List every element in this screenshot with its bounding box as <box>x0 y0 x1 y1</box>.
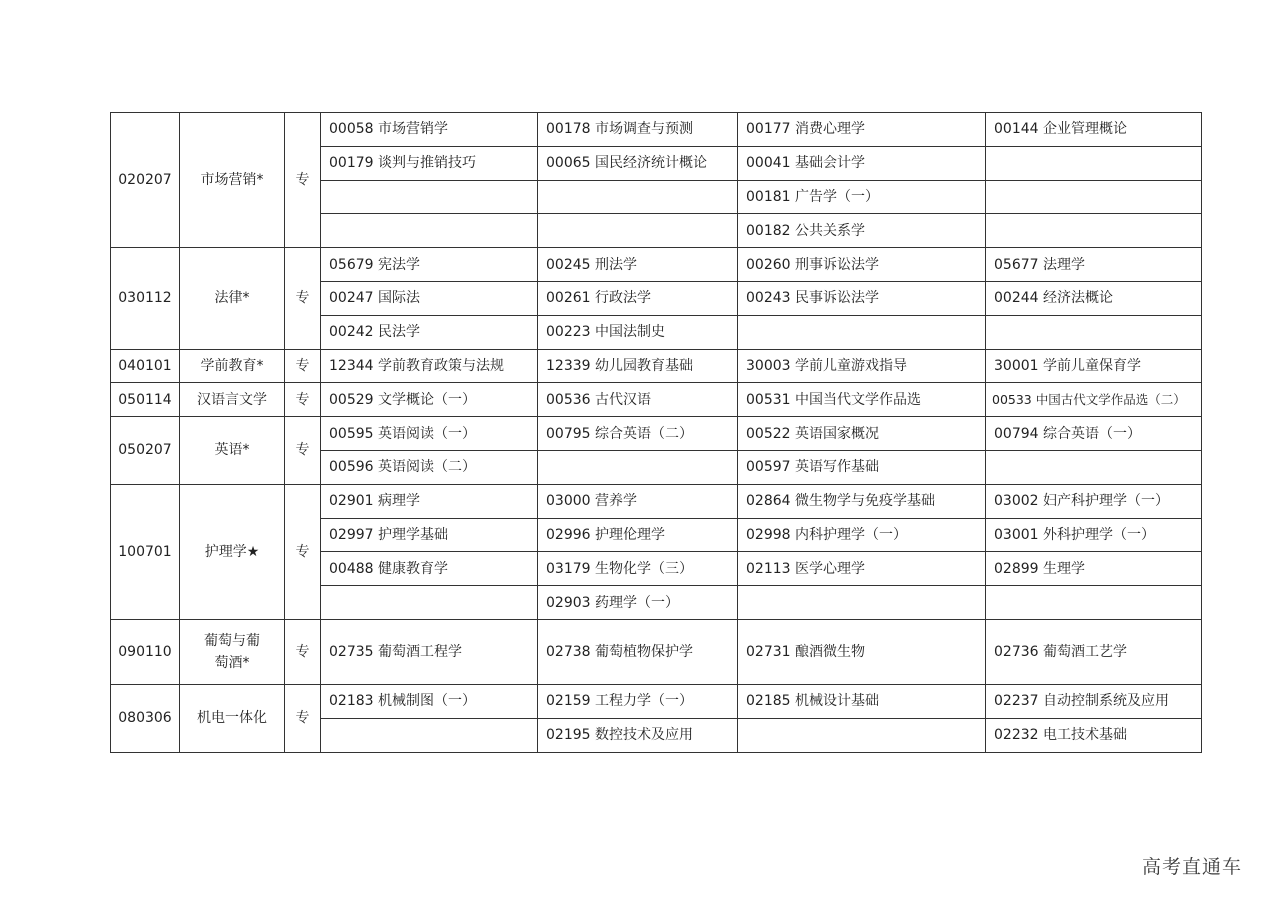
course-cell: 00533 中国古代文学作品选（二） <box>986 383 1202 417</box>
course-cell <box>986 214 1202 248</box>
course-cell <box>738 718 986 752</box>
course-cell <box>321 586 538 620</box>
course-cell: 00243 民事诉讼法学 <box>738 281 986 315</box>
level-cell: 专 <box>285 484 321 619</box>
course-cell <box>986 586 1202 620</box>
major-name: 法律* <box>180 248 285 349</box>
table-row <box>111 383 1202 417</box>
course-cell <box>986 180 1202 214</box>
course-cell <box>321 180 538 214</box>
course-cell: 02864 微生物学与免疫学基础 <box>738 484 986 518</box>
course-cell <box>738 315 986 349</box>
course-cell: 02232 电工技术基础 <box>986 718 1202 752</box>
course-cell: 02736 葡萄酒工艺学 <box>986 619 1202 684</box>
course-cell: 00242 民法学 <box>321 315 538 349</box>
course-cell: 00488 健康教育学 <box>321 552 538 586</box>
course-cell: 00536 古代汉语 <box>538 383 738 417</box>
course-cell: 12344 学前教育政策与法规 <box>321 349 538 383</box>
watermark-text: 高考直通车 <box>1142 856 1243 878</box>
course-cell <box>986 315 1202 349</box>
course-cell: 03001 外科护理学（一） <box>986 518 1202 552</box>
course-cell: 05679 宪法学 <box>321 248 538 282</box>
major-name: 护理学★ <box>180 484 285 619</box>
course-cell <box>738 586 986 620</box>
major-code: 050114 <box>111 383 180 417</box>
course-cell: 02998 内科护理学（一） <box>738 518 986 552</box>
course-cell: 03179 生物化学（三） <box>538 552 738 586</box>
table-row <box>111 349 1202 383</box>
course-cell: 02185 机械设计基础 <box>738 684 986 718</box>
course-cell: 30003 学前儿童游戏指导 <box>738 349 986 383</box>
course-cell: 00531 中国当代文学作品选 <box>738 383 986 417</box>
level-cell: 专 <box>285 684 321 752</box>
course-cell: 02997 护理学基础 <box>321 518 538 552</box>
course-cell: 00595 英语阅读（一） <box>321 417 538 451</box>
course-cell: 12339 幼儿园教育基础 <box>538 349 738 383</box>
course-cell: 30001 学前儿童保育学 <box>986 349 1202 383</box>
table-row <box>111 484 1202 518</box>
course-cell: 00596 英语阅读（二） <box>321 450 538 484</box>
level-cell: 专 <box>285 619 321 684</box>
course-cell: 00261 行政法学 <box>538 281 738 315</box>
course-cell: 00529 文学概论（一） <box>321 383 538 417</box>
course-table <box>110 112 1202 753</box>
course-cell: 00245 刑法学 <box>538 248 738 282</box>
level-cell: 专 <box>285 417 321 485</box>
course-cell <box>321 718 538 752</box>
table-row <box>111 113 1202 147</box>
level-cell: 专 <box>285 383 321 417</box>
major-name: 英语* <box>180 417 285 485</box>
course-cell <box>321 214 538 248</box>
level-cell: 专 <box>285 349 321 383</box>
course-cell: 00144 企业管理概论 <box>986 113 1202 147</box>
course-cell: 00178 市场调查与预测 <box>538 113 738 147</box>
course-cell: 00182 公共关系学 <box>738 214 986 248</box>
course-cell: 02996 护理伦理学 <box>538 518 738 552</box>
major-code: 020207 <box>111 113 180 248</box>
course-cell <box>538 214 738 248</box>
course-cell: 02738 葡萄植物保护学 <box>538 619 738 684</box>
level-cell: 专 <box>285 113 321 248</box>
course-cell <box>538 180 738 214</box>
course-cell: 00260 刑事诉讼法学 <box>738 248 986 282</box>
course-cell: 00223 中国法制史 <box>538 315 738 349</box>
course-cell: 00065 国民经济统计概论 <box>538 146 738 180</box>
course-cell <box>986 450 1202 484</box>
course-cell: 00177 消费心理学 <box>738 113 986 147</box>
course-cell: 00247 国际法 <box>321 281 538 315</box>
course-cell: 05677 法理学 <box>986 248 1202 282</box>
course-cell: 00597 英语写作基础 <box>738 450 986 484</box>
table-row <box>111 684 1202 718</box>
major-code: 050207 <box>111 417 180 485</box>
course-cell: 00794 综合英语（一） <box>986 417 1202 451</box>
course-cell: 00179 谈判与推销技巧 <box>321 146 538 180</box>
course-cell: 00795 综合英语（二） <box>538 417 738 451</box>
course-cell: 03002 妇产科护理学（一） <box>986 484 1202 518</box>
course-cell <box>986 146 1202 180</box>
course-cell: 02183 机械制图（一） <box>321 684 538 718</box>
course-cell: 02731 酿酒微生物 <box>738 619 986 684</box>
course-cell: 00522 英语国家概况 <box>738 417 986 451</box>
level-cell: 专 <box>285 248 321 349</box>
course-cell: 02735 葡萄酒工程学 <box>321 619 538 684</box>
table-row <box>111 619 1202 684</box>
major-code: 100701 <box>111 484 180 619</box>
major-name: 机电一体化 <box>180 684 285 752</box>
course-cell: 00041 基础会计学 <box>738 146 986 180</box>
major-name: 学前教育* <box>180 349 285 383</box>
table-row <box>111 417 1202 451</box>
table-row <box>111 248 1202 282</box>
course-cell: 02899 生理学 <box>986 552 1202 586</box>
major-code: 030112 <box>111 248 180 349</box>
major-name <box>180 619 285 684</box>
major-name: 市场营销* <box>180 113 285 248</box>
course-cell <box>538 450 738 484</box>
course-cell: 02901 病理学 <box>321 484 538 518</box>
major-name: 汉语言文学 <box>180 383 285 417</box>
course-cell: 00058 市场营销学 <box>321 113 538 147</box>
course-cell: 02903 药理学（一） <box>538 586 738 620</box>
course-cell: 03000 营养学 <box>538 484 738 518</box>
course-cell: 02195 数控技术及应用 <box>538 718 738 752</box>
course-cell: 00244 经济法概论 <box>986 281 1202 315</box>
major-code: 040101 <box>111 349 180 383</box>
major-name-text: 葡萄与葡萄酒* <box>204 632 260 671</box>
course-cell: 02159 工程力学（一） <box>538 684 738 718</box>
major-code: 080306 <box>111 684 180 752</box>
major-code: 090110 <box>111 619 180 684</box>
course-cell: 00181 广告学（一） <box>738 180 986 214</box>
course-cell: 02113 医学心理学 <box>738 552 986 586</box>
course-cell: 02237 自动控制系统及应用 <box>986 684 1202 718</box>
